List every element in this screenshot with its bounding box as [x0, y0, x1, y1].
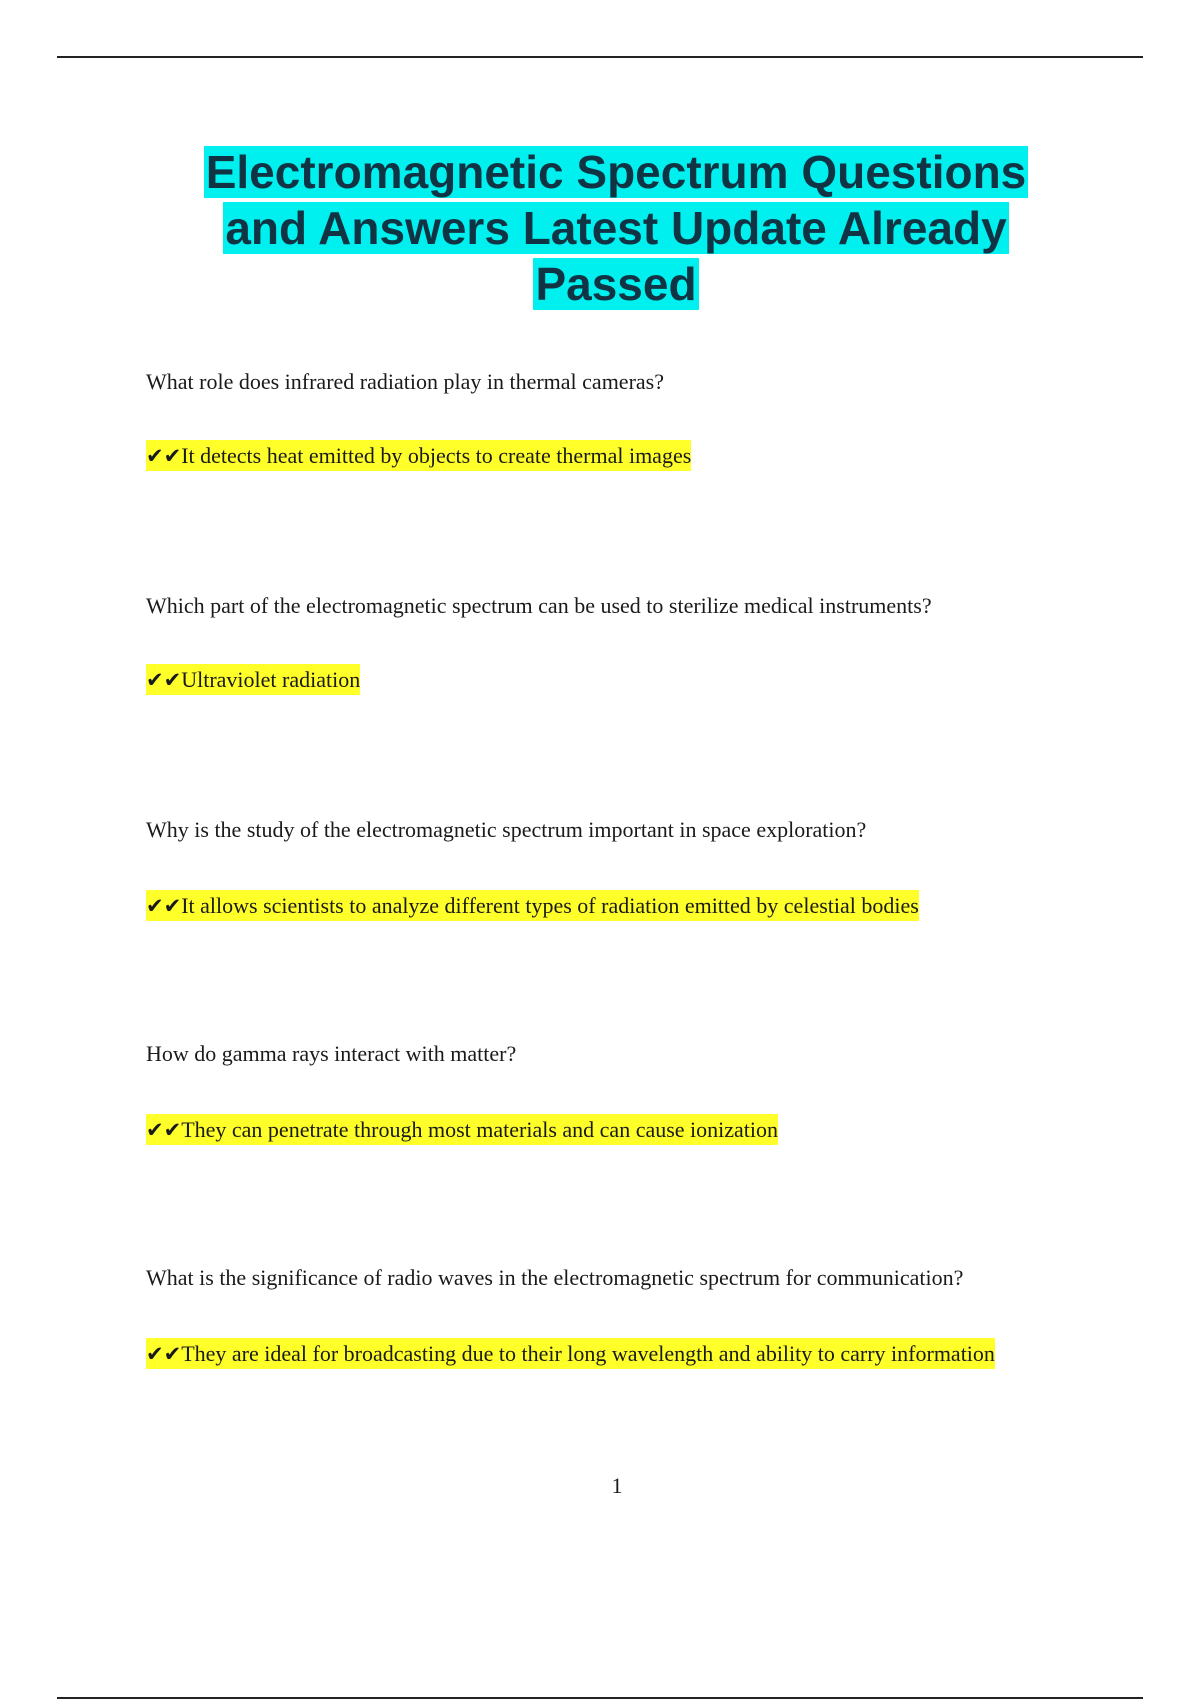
footer-rule: [57, 1697, 1143, 1699]
answer-text: [146, 892, 919, 920]
answer-value: Ultraviolet radiation: [181, 667, 361, 692]
header-rule: [57, 56, 1143, 58]
answer-text: [146, 442, 691, 470]
answer-text: [146, 1340, 995, 1368]
qa-item-5: [146, 1264, 1146, 1366]
question-text: What is the significance of radio waves in the electromagnetic spectrum for communication?: [146, 1265, 964, 1290]
qa-item-4: [146, 1040, 1146, 1142]
answer-value: It allows scientists to analyze different types of radiation emitted by celestial bodies: [181, 893, 919, 918]
question-text: How do gamma rays interact with matter?: [146, 1041, 517, 1066]
title-line-3: Passed: [535, 258, 697, 310]
check-icon: ✔✔: [146, 894, 182, 918]
question-text: What role does infrared radiation play in thermal cameras?: [146, 369, 664, 394]
answer-text: [146, 1116, 778, 1144]
check-icon: ✔✔: [146, 1342, 182, 1366]
check-icon: ✔✔: [146, 444, 182, 468]
qa-item-3: [146, 816, 1146, 918]
question-text: Why is the study of the electromagnetic spectrum important in space exploration?: [146, 817, 867, 842]
answer-value: They are ideal for broadcasting due to their long wavelength and ability to carry information: [181, 1341, 995, 1366]
answer-value: It detects heat emitted by objects to create thermal images: [181, 443, 692, 468]
answer-text: [146, 666, 360, 694]
qa-item-1: [146, 368, 1146, 468]
title-line-1: Electromagnetic Spectrum Questions: [205, 146, 1027, 198]
check-icon: ✔✔: [146, 668, 182, 692]
document-title: [60, 144, 1172, 312]
answer-value: They can penetrate through most materials and can cause ionization: [181, 1117, 779, 1142]
question-text: Which part of the electromagnetic spectrum can be used to sterilize medical instruments?: [146, 593, 932, 618]
check-icon: ✔✔: [146, 1118, 182, 1142]
page-number: 1: [611, 1473, 623, 1498]
qa-item-2: [146, 592, 1146, 692]
title-block: [60, 144, 1172, 312]
title-line-2: and Answers Latest Update Already: [225, 202, 1007, 254]
